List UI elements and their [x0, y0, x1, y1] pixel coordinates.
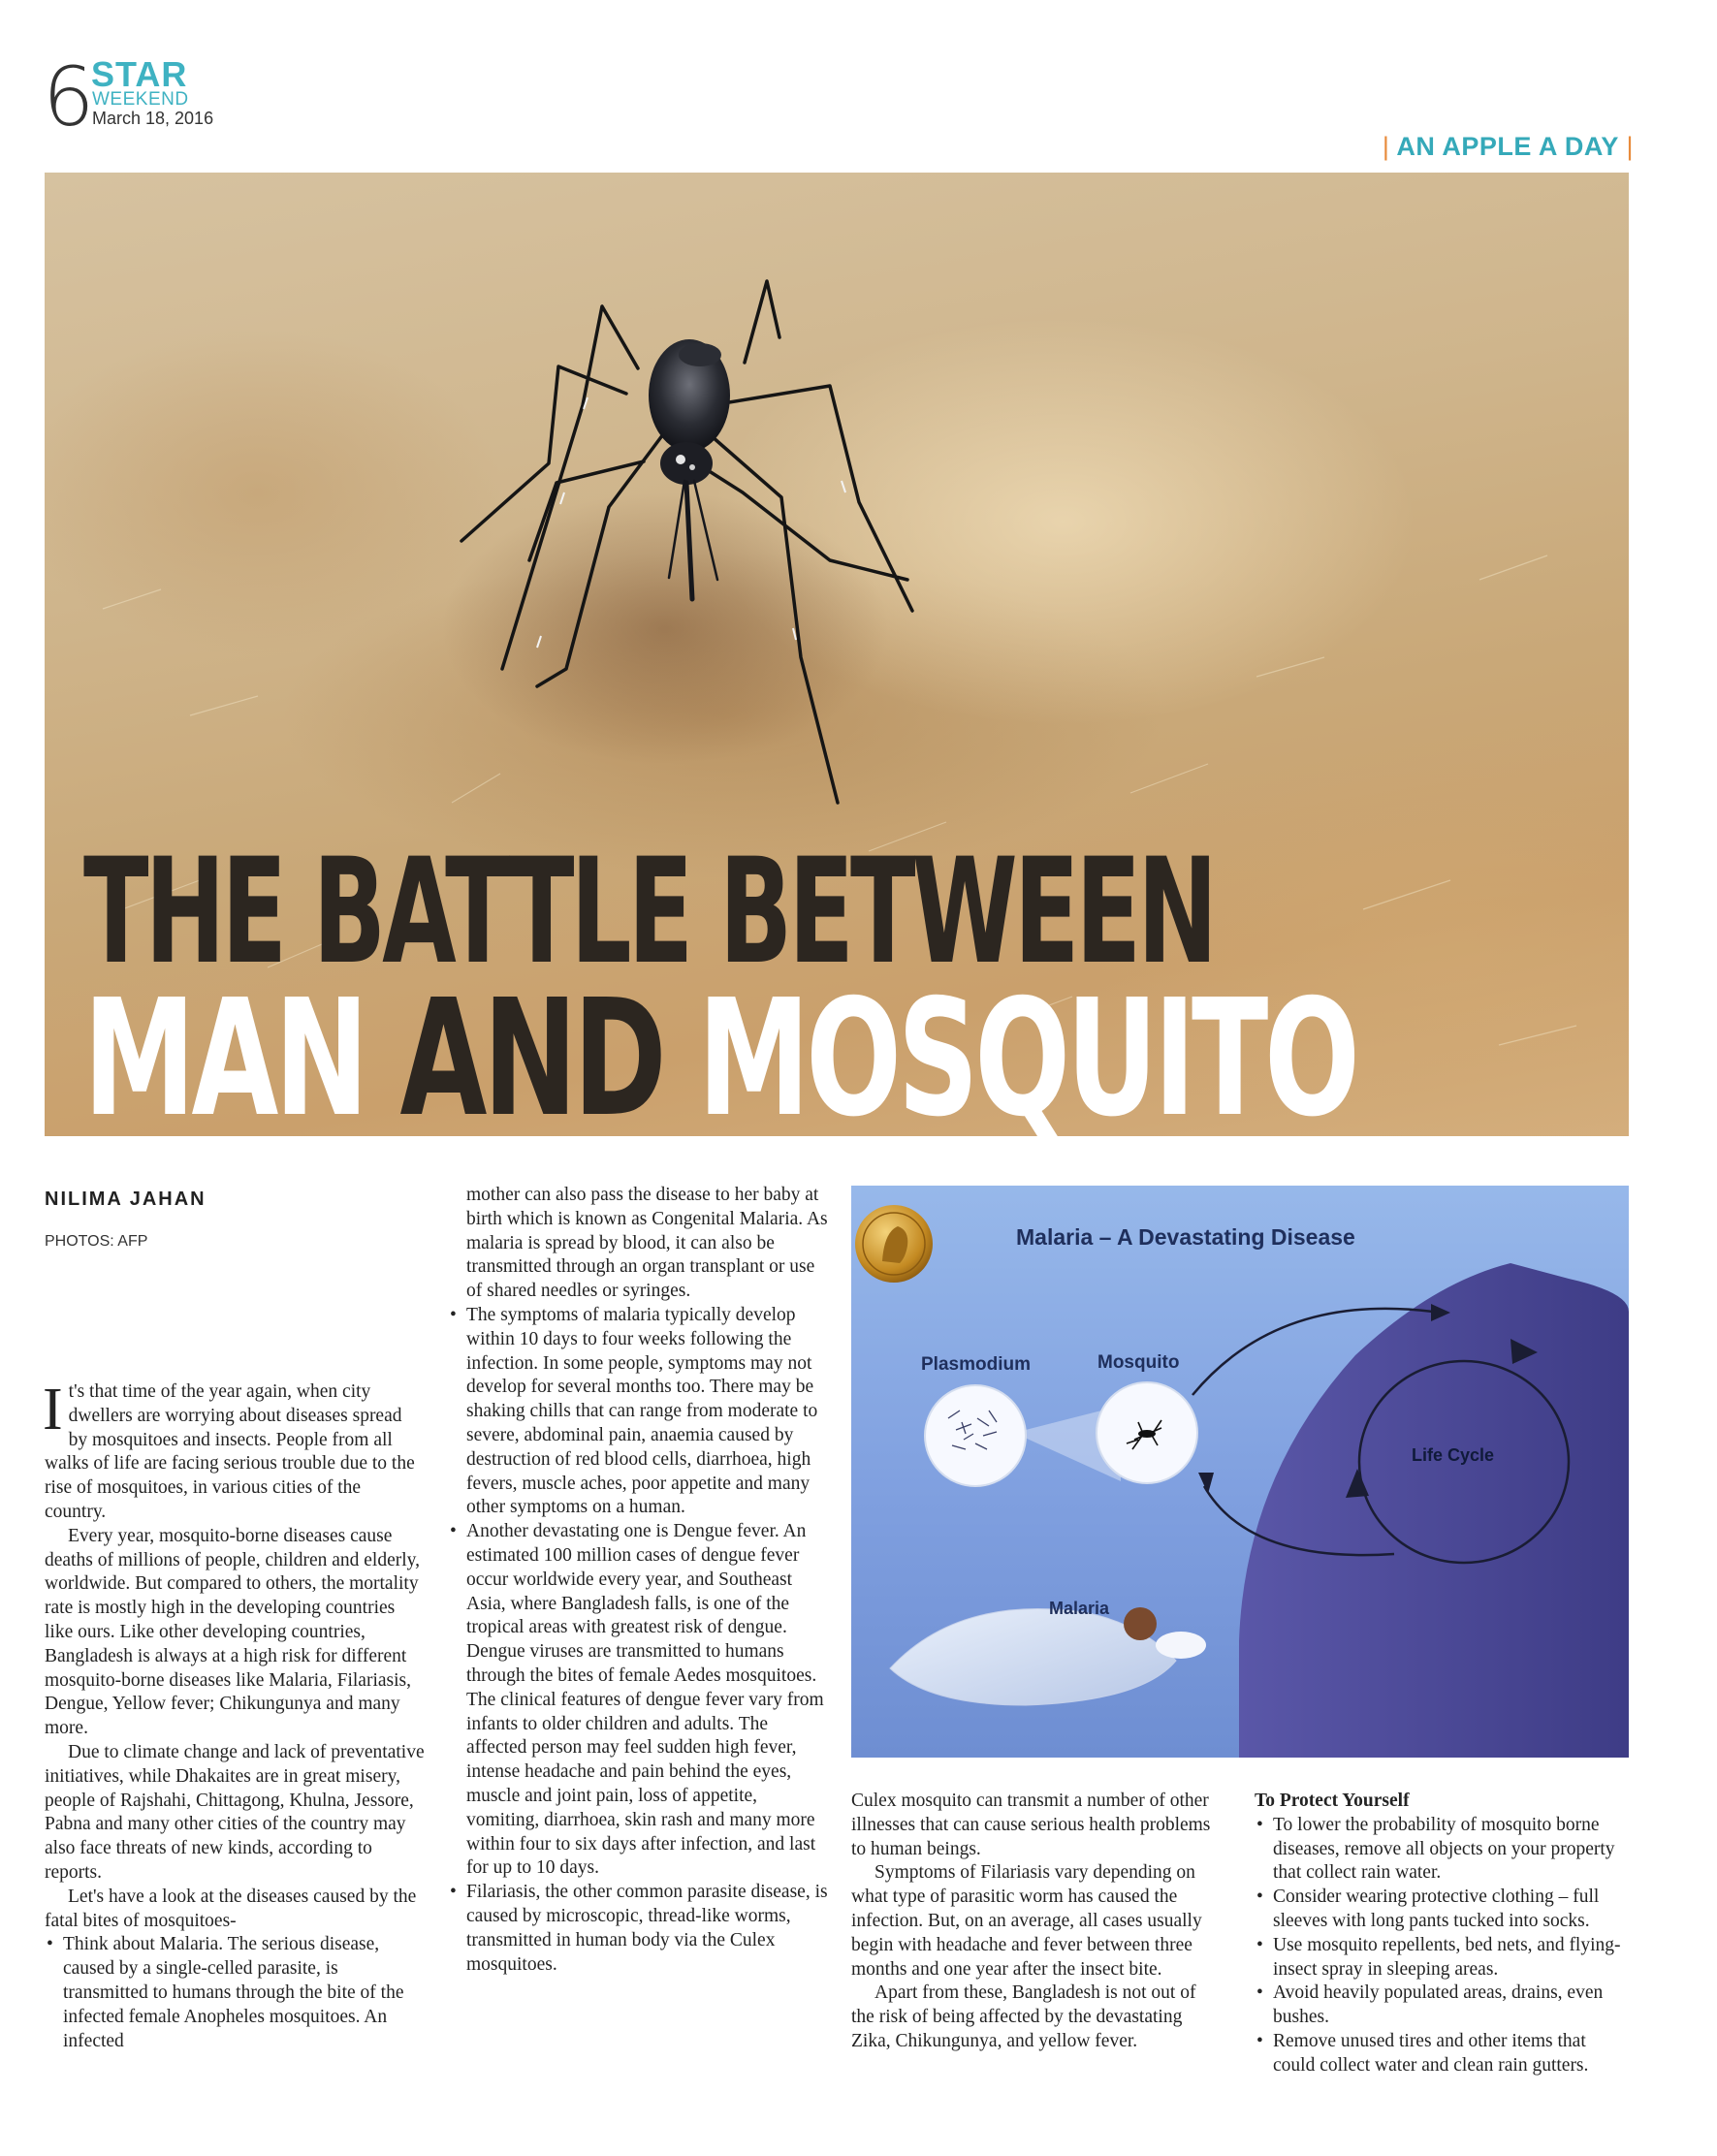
label-plasmodium: Plasmodium	[921, 1354, 1031, 1375]
paragraph-climate: Due to climate change and lack of preventative initiatives, while Dhakaites are in great misery, people of Rajshahi, Chittagong, Khulna, Jessore, Pabna and many other cities of the country may also face threats of new kinds, according to reports.	[45, 1741, 425, 1883]
headline-line-1: THE BATTLE BETWEEN	[83, 828, 1215, 997]
nobel-medal-icon	[855, 1205, 933, 1283]
paragraph-filariasis-symptoms: Symptoms of Filariasis vary depending on what type of parasitic worm has caused the infection. But, on an average, all cases usually begin with headache and fever between three months and one year after the insect bite.	[851, 1862, 1202, 1980]
article-column-3	[851, 1790, 1222, 2054]
drop-cap: I	[43, 1377, 63, 1443]
patient-in-bed-icon	[890, 1607, 1206, 1705]
intro-text: t's that time of the year again, when city dwellers are worrying about diseases spread by mosquitoes and insects. People from all walks of life are facing serious trouble due to the rise of mosquitoes, in various cities of the country.	[45, 1381, 415, 1522]
disease-list	[448, 1304, 828, 1977]
paragraph-culex: Culex mosquito can transmit a number of other illnesses that can cause serious health problems to human beings.	[851, 1791, 1211, 1859]
page-number: 6	[43, 49, 95, 144]
paragraph-diseases-intro: Let's have a look at the diseases caused by the fatal bites of mosquitoes-	[45, 1886, 417, 1931]
protect-list	[1255, 1814, 1629, 2078]
bullet-filariasis: • Filariasis, the other common parasite disease, is caused by microscopic, thread-like worms, transmitted in human body via the Culex mosquitoes.	[448, 1881, 828, 1977]
headline-word-mosquito: MOSQUITO	[697, 966, 1356, 1136]
paragraph-mortality: Every year, mosquito-borne diseases cause deaths of millions of people, children and elderly, worldwide. But compared to others, the mortality rate is mostly high in the developing countries like ours. Like other developing countries, Bangladesh is always at a high risk for different mosquito-borne diseases like Malaria, Filariasis, Dengue, Yellow fever; Chikungunya and many more.	[45, 1525, 421, 1739]
malaria-continued: mother can also pass the disease to her baby at birth which is known as Congenital Malaria. As malaria is spread by blood, it can also be transmitted through an organ transplant or use of shared needles or syringes.	[466, 1185, 828, 1302]
article-column-2	[448, 1184, 828, 1977]
publication-sub-brand: WEEKEND	[92, 89, 189, 110]
section-bar-left: |	[1382, 132, 1390, 161]
bullet-malaria: • Think about Malaria. The serious disease, caused by a single-celled parasite, is transmitted to humans through the bite of the infected female Anopheles mosquitoes. An infected	[45, 1933, 425, 2053]
protect-item: • To lower the probability of mosquito borne diseases, remove all objects on your property that collect rain water.	[1255, 1814, 1629, 1886]
label-mosquito: Mosquito	[1097, 1352, 1180, 1373]
paragraph-other-risks: Apart from these, Bangladesh is not out of the risk of being affected by the devastating Zika, Chikungunya, and yellow fever.	[851, 1982, 1196, 2051]
headline-word-man: MAN	[83, 966, 400, 1136]
publication-brand: STAR	[91, 54, 188, 94]
section-bar-right: |	[1626, 132, 1634, 161]
bullet-malaria-symptoms: • The symptoms of malaria typically develop within 10 days to four weeks following the infection. In some people, symptoms may not develop for several months too. There may be shaking chills that can range from moderate to severe, abdominal pain, anaemia caused by destruction of red blood cells, diarrhoea, high fevers, muscle aches, poor appetite and many other symptoms on a human.	[448, 1304, 828, 1520]
malaria-infographic	[851, 1186, 1629, 1758]
protect-yourself-box	[1255, 1790, 1629, 2078]
issue-date: March 18, 2016	[92, 109, 214, 128]
label-malaria: Malaria	[1049, 1599, 1110, 1618]
section-name: AN APPLE A DAY	[1396, 132, 1619, 161]
protect-heading: To Protect Yourself	[1255, 1791, 1410, 1811]
author-name: NILIMA JAHAN	[45, 1189, 207, 1210]
protect-item: • Avoid heavily populated areas, drains, even bushes.	[1255, 1982, 1629, 2030]
headline-line-2	[83, 966, 1356, 1136]
infographic-artwork	[851, 1186, 1629, 1758]
protect-item: • Remove unused tires and other items that could collect water and clean rain gutters.	[1255, 2030, 1629, 2078]
photo-credit: PHOTOS: AFP	[45, 1233, 148, 1250]
infographic-title: Malaria – A Devastating Disease	[1016, 1224, 1355, 1250]
label-life-cycle: Life Cycle	[1412, 1445, 1495, 1465]
headline-word-and: AND	[399, 966, 698, 1136]
plasmodium-circle	[925, 1385, 1026, 1486]
section-tag	[1383, 132, 1634, 162]
intro-paragraph	[43, 1377, 425, 1525]
article-column-1	[43, 1377, 425, 2053]
disease-list-start	[45, 1933, 425, 2053]
protect-item: • Consider wearing protective clothing – full sleeves with long pants tucked into socks.	[1255, 1886, 1629, 1934]
hero-photo	[45, 173, 1629, 1136]
bullet-dengue: • Another devastating one is Dengue fever. An estimated 100 million cases of dengue fever occur worldwide every year, and Southeast Asia, where Bangladesh falls, is one of the tropical areas with greatest risk of dengue. Dengue viruses are transmitted to humans through the bites of female Aedes mosquitoes. The clinical features of dengue fever vary from infants to older children and adults. The affected person may feel sudden high fever, intense headache and pain behind the eyes, muscle and joint pain, loss of appetite, vomiting, diarrhoea, skin rash and many more within four to six days after infection, and last for up to 10 days.	[448, 1520, 828, 1881]
protect-item: • Use mosquito repellents, bed nets, and flying-insect spray in sleeping areas.	[1255, 1934, 1629, 1982]
